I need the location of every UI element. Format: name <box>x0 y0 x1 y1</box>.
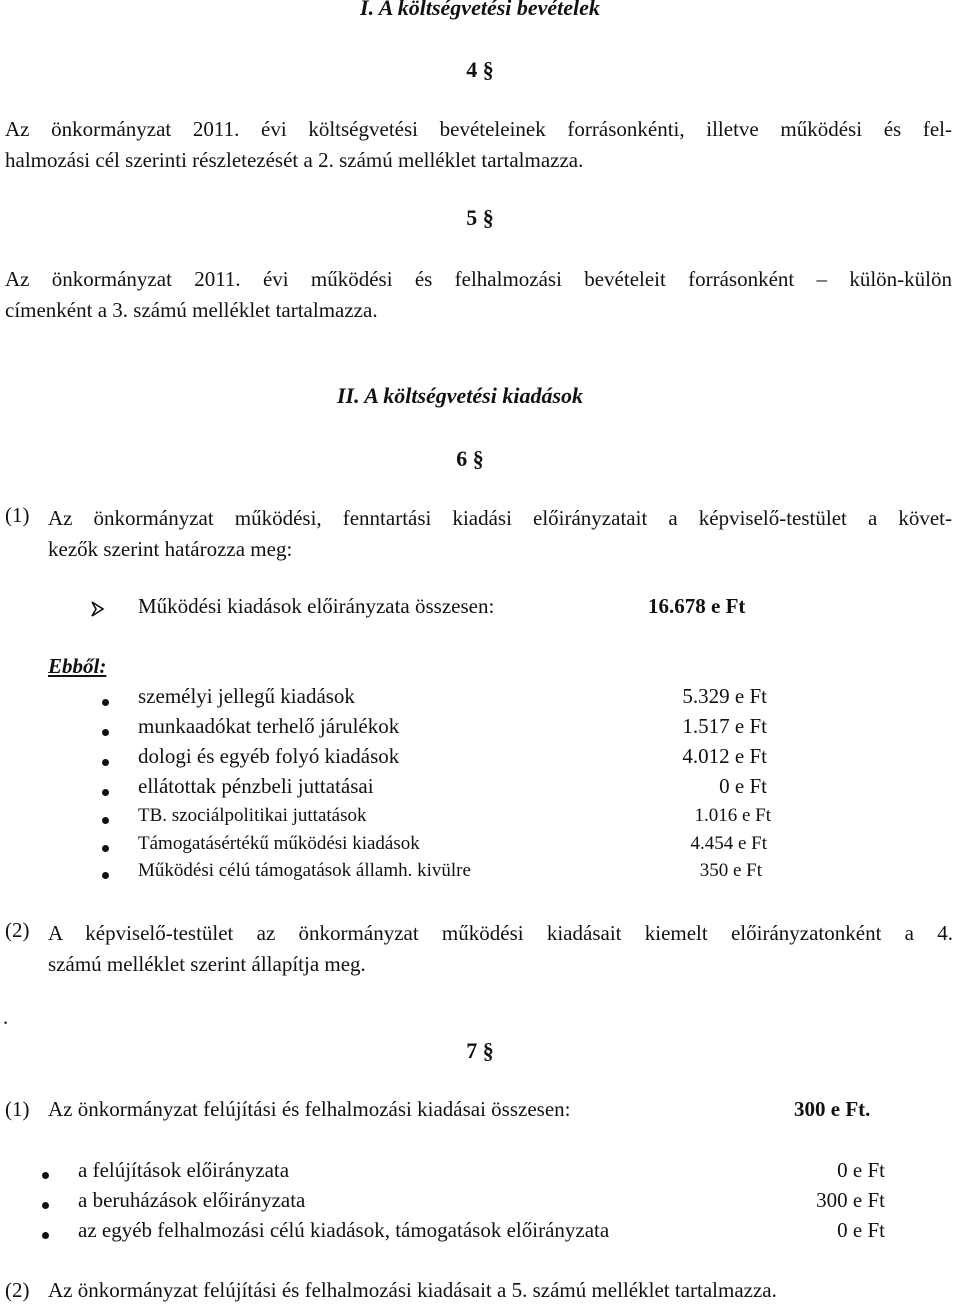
clause-6-2-line-2: számú melléklet szerint állapítja meg. <box>48 952 366 976</box>
bullet-icon <box>102 699 109 706</box>
section-title-revenues: I. A költségvetési bevételek <box>360 0 600 20</box>
clause-7-1-text: Az önkormányzat felújítási és felhalmozási kiadásai összesen: <box>48 1097 571 1121</box>
clause-6-2-line-1: A képviselő-testület az önkormányzat működési kiadásait kiemelt előirányzatonként a 4. <box>48 921 953 945</box>
clause-7-1-label: (1) <box>5 1097 30 1121</box>
item-label: Működési célú támogatások államh. kivülre <box>138 860 471 881</box>
clause-7-2-label: (2) <box>5 1278 30 1302</box>
item-label: az egyéb felhalmozási célú kiadások, támogatások előirányzata <box>78 1218 610 1242</box>
item-label: munkaadókat terhelő járulékok <box>138 714 400 738</box>
paragraph-number-5: 5 § <box>466 205 494 230</box>
paragraph-number-7: 7 § <box>466 1038 494 1063</box>
item-label: a felújítások előirányzata <box>78 1158 290 1182</box>
paragraph-number-4: 4 § <box>466 57 494 82</box>
bullet-icon <box>42 1202 49 1209</box>
bullet-icon <box>42 1172 49 1179</box>
paragraph-5-text <box>5 264 952 326</box>
item-value: 4.012 e Ft <box>682 744 767 768</box>
item-value: 4.454 e Ft <box>690 833 767 854</box>
clause-6-1-label: (1) <box>5 503 30 527</box>
bullet-icon <box>42 1232 49 1239</box>
paragraph-4-line-1: Az önkormányzat 2011. évi költségvetési bevételeinek forrásonkénti, illetve működési és fel- <box>5 117 952 141</box>
section-title-expenditures: II. A költségvetési kiadások <box>336 383 584 408</box>
item-value: 0 e Ft <box>719 774 767 798</box>
clause-6-1-text <box>48 503 952 565</box>
item-label: ellátottak pénzbeli juttatásai <box>138 774 374 798</box>
bullet-icon <box>102 872 109 879</box>
item-label: dologi és egyéb folyó kiadások <box>138 744 400 768</box>
bullet-icon <box>102 729 109 736</box>
total-operating-label: Működési kiadások előirányzata összesen: <box>138 594 495 618</box>
clause-7-2-text: Az önkormányzat felújítási és felhalmozási kiadásait a 5. számú melléklet tartalmazza. <box>48 1278 777 1302</box>
item-value: 350 e Ft <box>699 860 762 881</box>
clause-6-1-line-1: Az önkormányzat működési, fenntartási kiadási előirányzatait a képviselő-testület a követ- <box>48 506 952 530</box>
clause-6-1-line-2: kezők szerint határozza meg: <box>48 537 293 561</box>
clause-7-1-value: 300 e Ft. <box>794 1097 871 1121</box>
clause-6-2-label: (2) <box>5 918 30 942</box>
clause-6-2-text <box>48 918 953 980</box>
item-label: a beruházások előirányzata <box>78 1188 306 1212</box>
item-value: 1.517 e Ft <box>682 714 767 738</box>
stray-dot: . <box>3 1005 9 1029</box>
item-label: Támogatásértékű működési kiadások <box>138 833 420 854</box>
ebbol-heading: Ebből: <box>48 654 107 678</box>
item-value: 1.016 e Ft <box>694 805 771 826</box>
item-value: 0 e Ft <box>837 1218 885 1242</box>
arrow-bullet-icon <box>90 600 106 618</box>
item-label: személyi jellegű kiadások <box>138 684 355 708</box>
item-value: 5.329 e Ft <box>682 684 767 708</box>
item-value: 0 e Ft <box>837 1158 885 1182</box>
item-label: TB. szociálpolitikai juttatások <box>138 805 367 826</box>
bullet-icon <box>102 817 109 824</box>
paragraph-number-6: 6 § <box>456 446 484 471</box>
paragraph-5-line-1: Az önkormányzat 2011. évi működési és felhalmozási bevételeit forrásonként – külön-külön <box>5 267 952 291</box>
paragraph-5-line-2: címenként a 3. számú melléklet tartalmazza. <box>5 298 378 322</box>
paragraph-4-text <box>5 114 952 176</box>
bullet-icon <box>102 845 109 852</box>
total-operating-value: 16.678 e Ft <box>648 594 746 618</box>
paragraph-4-line-2: halmozási cél szerinti részletezését a 2. számú melléklet tartalmazza. <box>5 148 584 172</box>
bullet-icon <box>102 789 109 796</box>
bullet-icon <box>102 759 109 766</box>
item-value: 300 e Ft <box>816 1188 885 1212</box>
